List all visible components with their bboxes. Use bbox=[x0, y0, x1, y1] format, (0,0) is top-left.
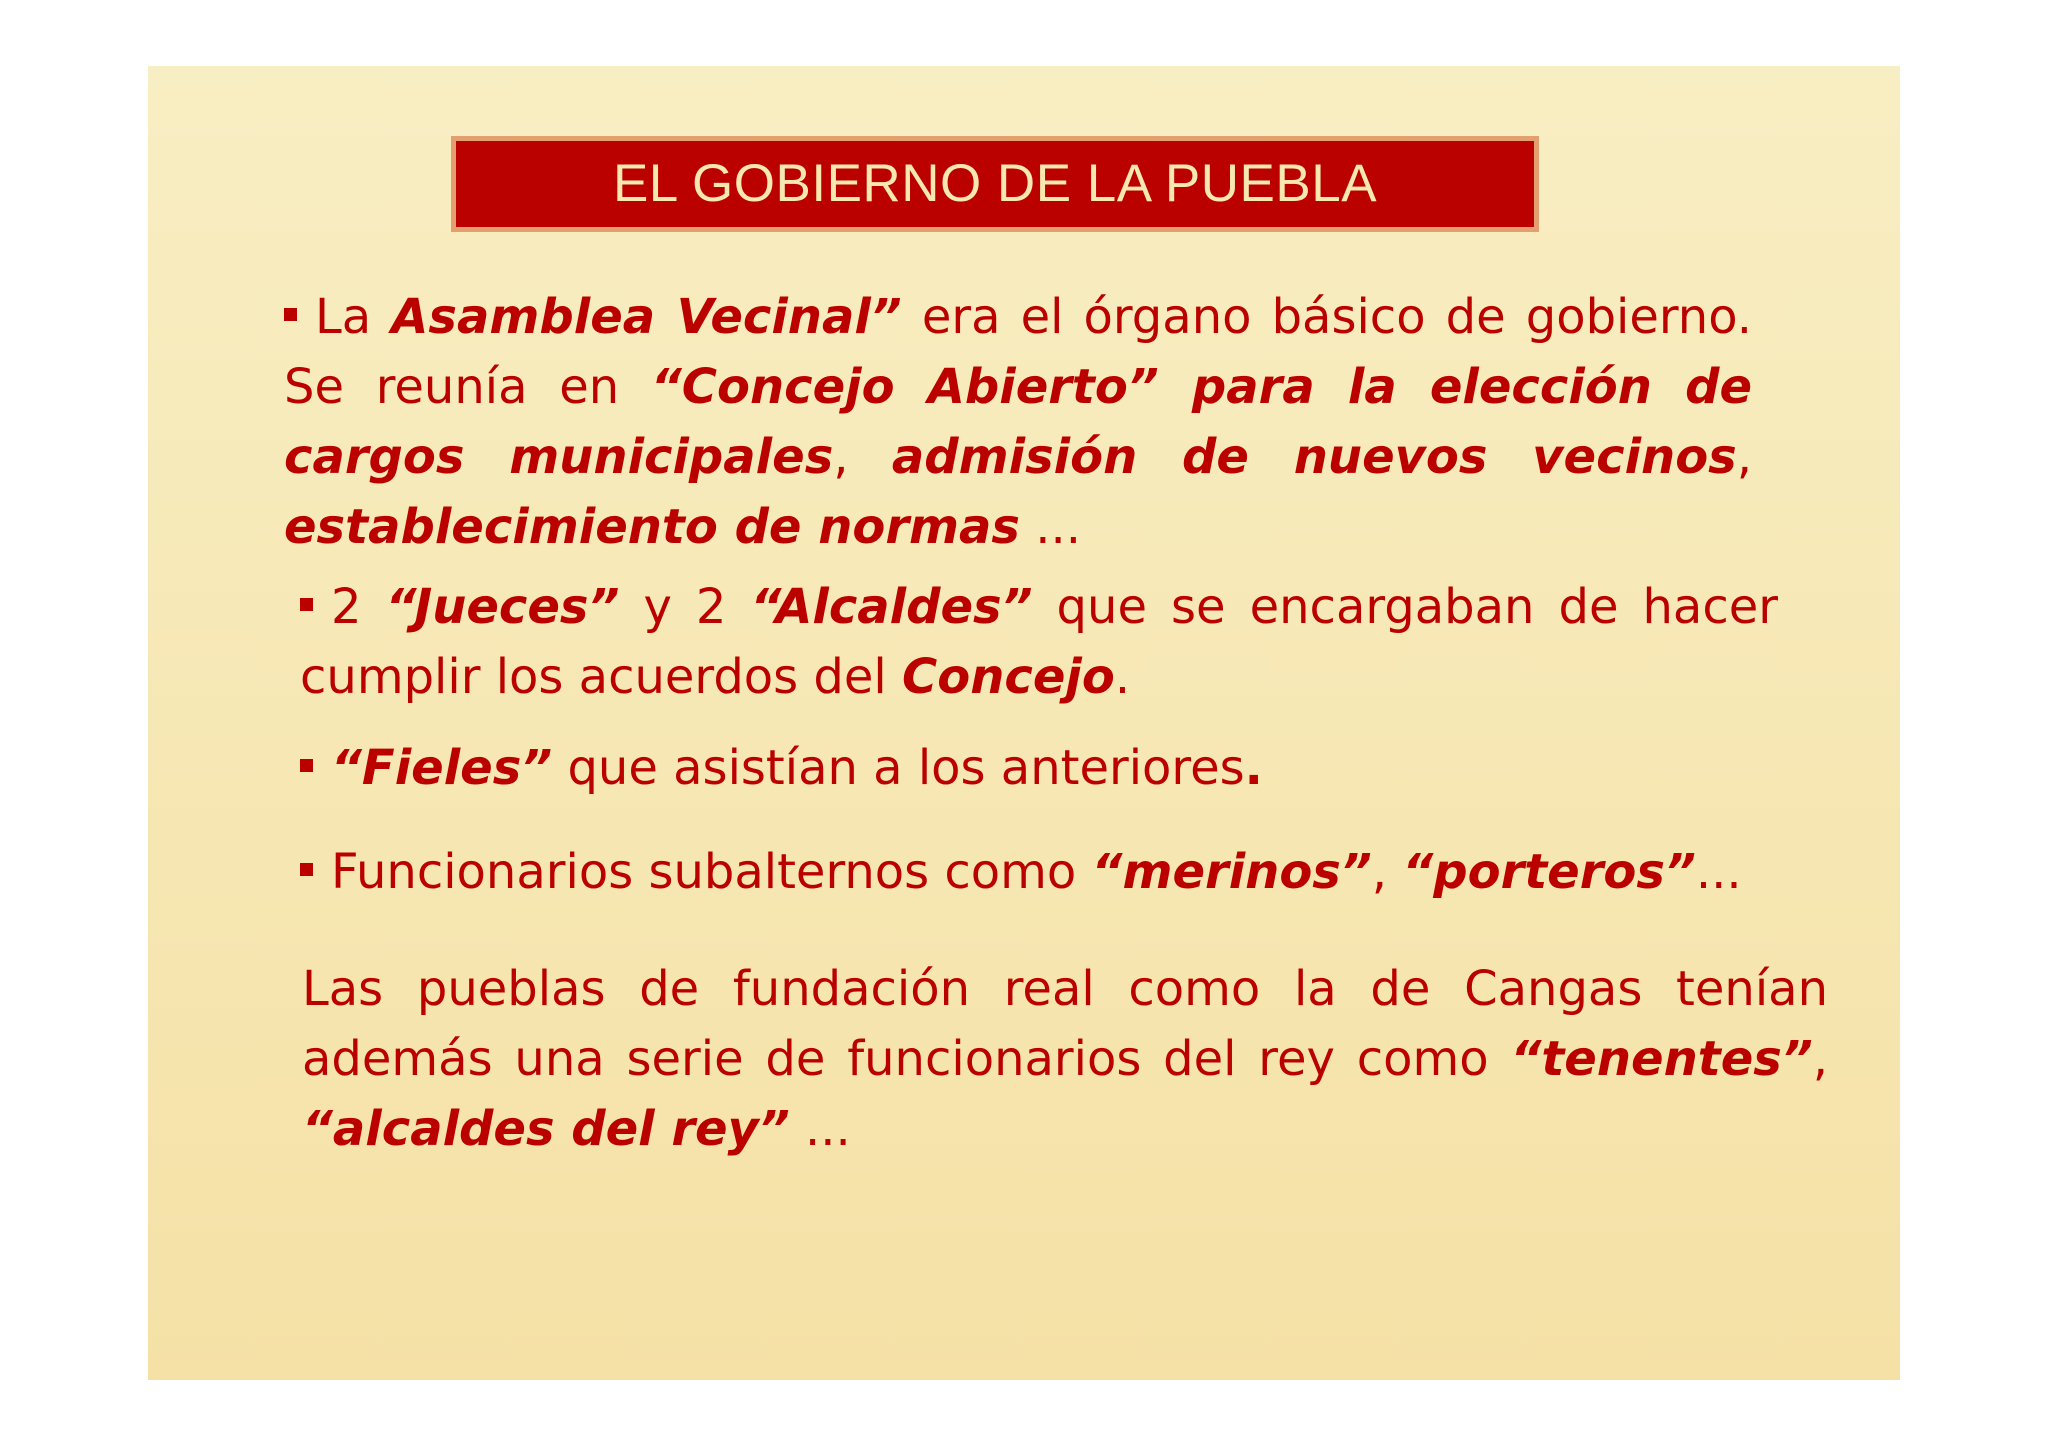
emphasis-run: Asamblea Vecinal” bbox=[391, 289, 902, 345]
text-run: . bbox=[1114, 649, 1131, 705]
slide-background bbox=[148, 66, 1900, 1380]
bullet-asamblea-vecinal bbox=[284, 282, 1752, 562]
slide-title: EL GOBIERNO DE LA PUEBLA bbox=[451, 136, 1539, 232]
square-bullet-icon bbox=[300, 598, 313, 611]
bullet-fieles bbox=[300, 733, 1778, 803]
text-run: ... bbox=[1695, 844, 1742, 900]
square-bullet-icon bbox=[300, 759, 313, 772]
text-run: , bbox=[1736, 429, 1752, 485]
emphasis-run: “Alcaldes” bbox=[750, 579, 1033, 635]
bullet-funcionarios bbox=[300, 837, 1820, 907]
emphasis-run: “Fieles” bbox=[331, 740, 553, 796]
text-run: 2 bbox=[331, 579, 386, 635]
text-run: ... bbox=[789, 1101, 851, 1157]
bullet-jueces-alcaldes bbox=[300, 572, 1778, 712]
text-run: ... bbox=[1019, 499, 1082, 555]
text-run: que se encargaban de hacer cumplir los acuerdos del bbox=[300, 579, 1778, 705]
text-run: Las pueblas de fundación real como la de Cangas tenían además una serie de funcionarios del rey como bbox=[302, 961, 1828, 1087]
square-bullet-icon bbox=[284, 308, 297, 321]
square-bullet-icon bbox=[300, 863, 313, 876]
emphasis-run: “tenentes” bbox=[1510, 1031, 1813, 1087]
text-run: La bbox=[315, 289, 392, 345]
text-run: . bbox=[1244, 740, 1263, 796]
text-run: era el órgano básico de gobierno. Se reunía en bbox=[284, 289, 1752, 415]
emphasis-run: “porteros” bbox=[1402, 844, 1696, 900]
emphasis-run: “alcaldes del rey” bbox=[302, 1101, 790, 1157]
emphasis-run: Concejo bbox=[902, 649, 1115, 705]
emphasis-run: admisión de nuevos vecinos bbox=[891, 429, 1737, 485]
emphasis-run: “merinos” bbox=[1091, 844, 1372, 900]
text-run: y 2 bbox=[619, 579, 751, 635]
text-run: que asistían a los anteriores bbox=[552, 740, 1245, 796]
emphasis-run: “Jueces” bbox=[385, 579, 620, 635]
emphasis-run: “Concejo Abierto” para la elección de cargos municipales bbox=[284, 359, 1753, 485]
paragraph-pueblas-fundacion-real bbox=[302, 954, 1828, 1164]
text-run: , bbox=[1812, 1031, 1828, 1087]
text-run: Funcionarios subalternos como bbox=[331, 844, 1092, 900]
text-run: , bbox=[1371, 844, 1403, 900]
emphasis-run: establecimiento de normas bbox=[284, 499, 1020, 555]
text-run: , bbox=[833, 429, 892, 485]
